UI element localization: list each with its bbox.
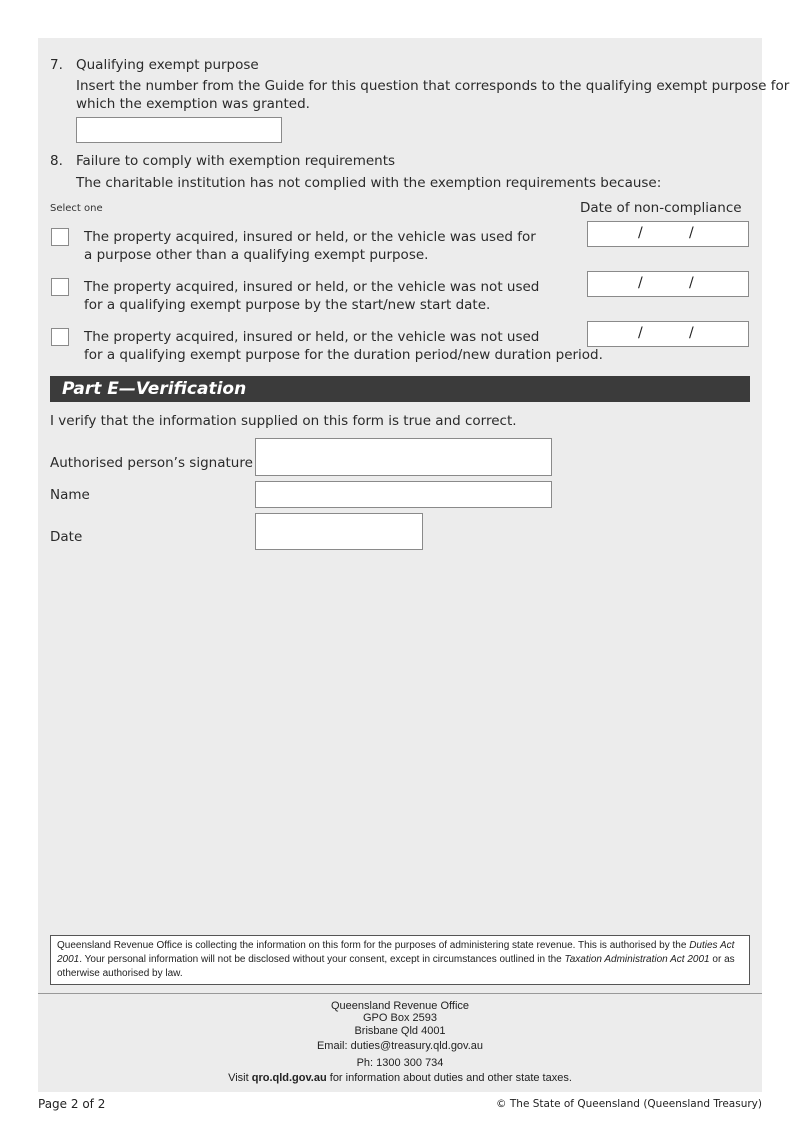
- option-2-line2: for a qualifying exempt purpose by the start/new start date.: [84, 297, 491, 313]
- privacy-text-3: or as otherwise authorised by law.: [57, 954, 735, 979]
- copyright: © The State of Queensland (Queensland Treasury): [496, 1098, 762, 1110]
- taxation-act-ref: Taxation Administration Act 2001: [564, 954, 710, 965]
- email: Email: duties@treasury.qld.gov.au: [316, 1040, 484, 1052]
- option-3-checkbox[interactable]: [51, 328, 69, 346]
- q7-number: 7.: [50, 57, 63, 73]
- part-e-heading: Part E—Verification: [50, 376, 750, 402]
- date-separator: /: [689, 275, 694, 291]
- date-separator: /: [638, 325, 643, 341]
- visit-suffix: for information about duties and other state taxes.: [326, 1072, 572, 1084]
- city: Brisbane Qld 4001: [354, 1025, 446, 1037]
- privacy-notice: [50, 935, 750, 985]
- option-2-line1: The property acquired, insured or held, or the vehicle was not used: [84, 279, 540, 295]
- page-number: Page 2 of 2: [38, 1097, 106, 1111]
- date-separator: /: [689, 325, 694, 341]
- form-panel: [38, 38, 762, 1092]
- website-link[interactable]: qro.qld.gov.au: [251, 1072, 327, 1084]
- date-separator: /: [689, 225, 694, 241]
- q7-instruction-line2: which the exemption was granted.: [76, 96, 310, 112]
- phone: Ph: 1300 300 734: [356, 1057, 444, 1069]
- option-2-checkbox[interactable]: [51, 278, 69, 296]
- date-non-compliance-header: Date of non-compliance: [580, 200, 742, 216]
- name-label: Name: [50, 487, 90, 503]
- visit-prefix: Visit: [228, 1072, 252, 1084]
- date-separator: /: [638, 225, 643, 241]
- option-1-checkbox[interactable]: [51, 228, 69, 246]
- po-box: GPO Box 2593: [363, 1012, 437, 1024]
- option-3-line1: The property acquired, insured or held, or the vehicle was not used: [84, 329, 540, 345]
- q8-number: 8.: [50, 153, 63, 169]
- option-2-date-input[interactable]: [587, 271, 749, 297]
- name-field[interactable]: [255, 481, 552, 508]
- privacy-text-1: Queensland Revenue Office is collecting the information on this form for the purposes of administering state revenue. This is authorised by the: [57, 940, 690, 951]
- date-label: Date: [50, 529, 83, 545]
- duties-act-ref: Duties Act 2001: [57, 940, 735, 965]
- office-name: Queensland Revenue Office: [331, 1000, 469, 1012]
- q7-title: Qualifying exempt purpose: [76, 57, 259, 73]
- option-3-date-input[interactable]: [587, 321, 749, 347]
- date-separator: /: [638, 275, 643, 291]
- option-1-line1: The property acquired, insured or held, or the vehicle was used for: [84, 229, 536, 245]
- signature-label: Authorised person’s signature: [50, 455, 253, 471]
- website-line: [38, 1072, 762, 1084]
- q7-instruction-line1: Insert the number from the Guide for this question that corresponds to the qualifying exempt purpose for: [76, 78, 790, 94]
- q8-title: Failure to comply with exemption requirements: [76, 153, 396, 169]
- qualifying-purpose-input[interactable]: [76, 117, 282, 143]
- q8-subtitle: The charitable institution has not complied with the exemption requirements because:: [76, 175, 662, 191]
- date-field[interactable]: [255, 513, 423, 550]
- divider: [38, 993, 762, 994]
- option-1-line2: a purpose other than a qualifying exempt purpose.: [84, 247, 429, 263]
- verification-statement: I verify that the information supplied on this form is true and correct.: [50, 413, 517, 429]
- signature-field[interactable]: [255, 438, 552, 476]
- option-3-line2: for a qualifying exempt purpose for the duration period/new duration period.: [84, 347, 603, 363]
- privacy-text-2: . Your personal information will not be disclosed without your consent, except in circumstances outlined in the: [79, 954, 565, 965]
- option-1-date-input[interactable]: [587, 221, 749, 247]
- select-one-label: Select one: [50, 203, 103, 214]
